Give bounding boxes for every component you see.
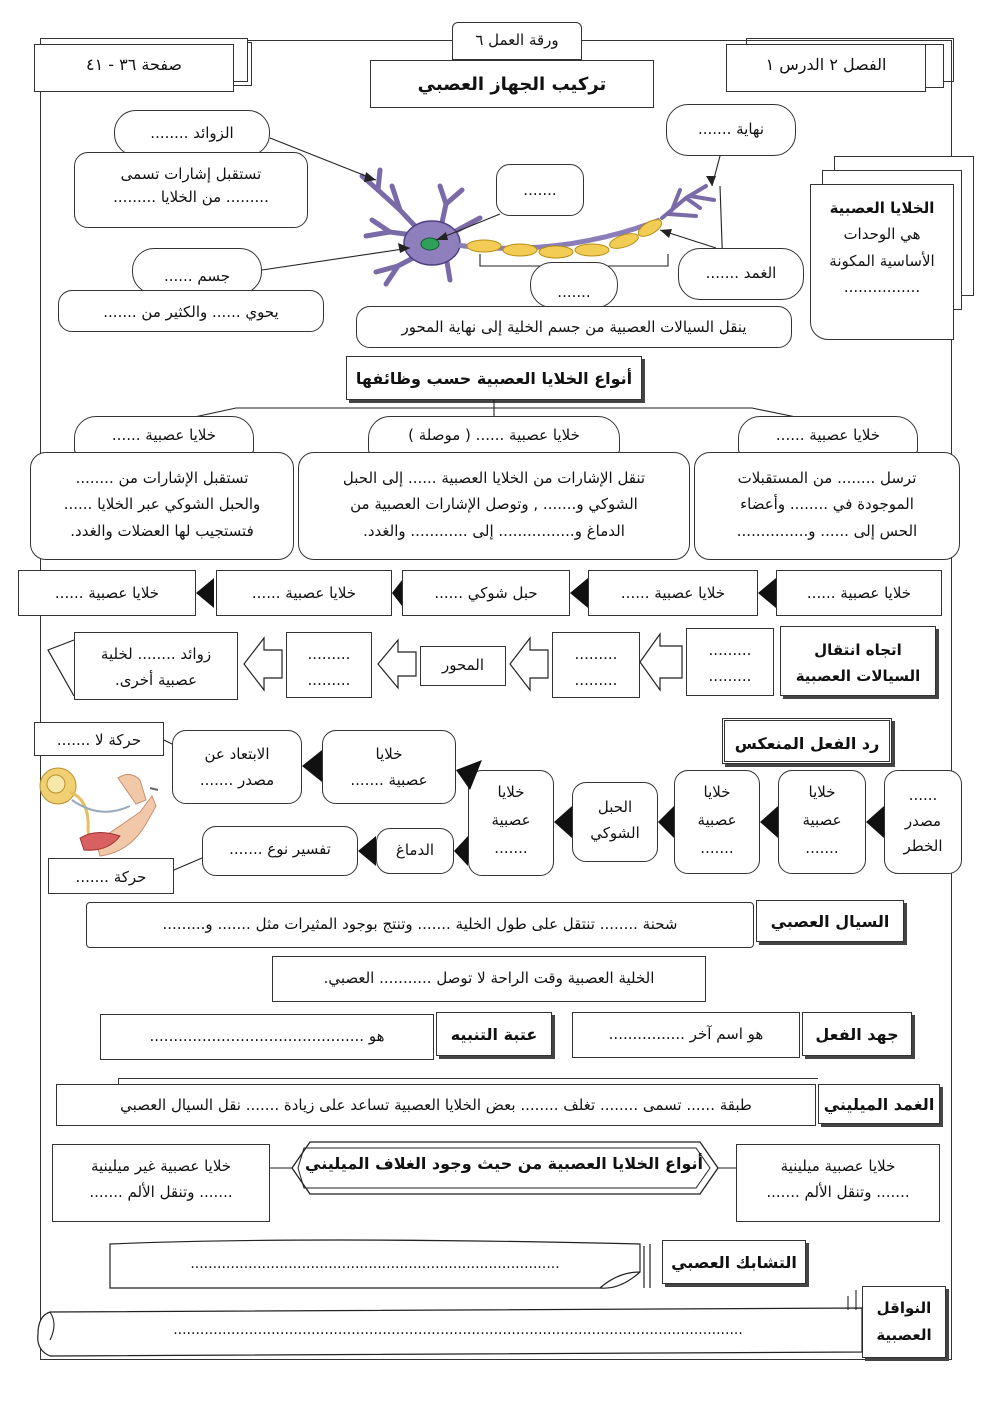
inter-desc-line1: تنقل الإشارات من الخلايا العصبية ...... إلى الحبل bbox=[342, 469, 646, 487]
neuron-definition-title: الخلايا العصبية bbox=[829, 199, 935, 217]
reflex-cell1-line2: عصبية bbox=[802, 810, 842, 829]
reflex-top-cell-line1: خلايا bbox=[375, 745, 403, 763]
threshold-title-text: عتبة التنبيه bbox=[450, 1025, 538, 1044]
dendrites-desc-line1: تستقبل إشارات تسمى bbox=[120, 165, 262, 183]
reflex-source-line2: مصدر bbox=[904, 811, 942, 830]
axon-desc-text: ينقل السيالات العصبية من جسم الخلية إلى نهاية المحور bbox=[401, 318, 747, 336]
types-function-title-text: أنواع الخلايا العصبية حسب وظائفها bbox=[355, 369, 633, 388]
impulse-rest-text: الخلية العصبية وقت الراحة لا توصل ........... العصبي. bbox=[323, 969, 655, 987]
unmyelinated-line2: ....... وتنقل الألم ....... bbox=[89, 1183, 233, 1202]
dendrites-desc-line2: ......... من الخلايا ......... bbox=[113, 188, 269, 207]
pages-text: صفحة ٣٦ - ٤١ bbox=[86, 55, 182, 74]
myelin-desc-text: طبقة ...... تسمى ........ تغلف ........ بعض الخلايا العصبية تساعد على زيادة ....... نقل السيال العصبي bbox=[120, 1096, 752, 1114]
sensory-desc-line2: الموجودة في ........ وأعضاء bbox=[740, 495, 914, 514]
neuron-definition-line3: ................ bbox=[843, 277, 921, 296]
motor-desc-line3: فتستجيب لها العضلات والغدد. bbox=[70, 521, 254, 540]
reflex-withdraw-line2: مصدر ....... bbox=[199, 771, 275, 790]
nucleus-blank-text: ....... bbox=[523, 181, 557, 199]
reflex-cell2-line3: ....... bbox=[700, 838, 734, 857]
action-potential-desc-text: هو اسم آخر ................ bbox=[608, 1025, 764, 1043]
direction-end-line2: عصبية أخرى. bbox=[114, 671, 198, 690]
transmitters-title-line1: النواقل bbox=[876, 1299, 932, 1317]
reflex-cell2-line2: عصبية bbox=[697, 810, 737, 829]
chapter-text: الفصل ٢ الدرس ١ bbox=[765, 55, 887, 74]
direction-step2-line1: ......... bbox=[574, 645, 618, 663]
axon-end-text: نهاية ....... bbox=[697, 120, 765, 138]
motor-neuron-label-text: خلايا عصبية ...... bbox=[111, 426, 217, 444]
impulse-desc-text: شحنة ........ تنتقل على طول الخلية ....... وتنتج بوجود المثيرات مثل ....... و......... bbox=[162, 915, 678, 933]
reflex-cell3-line2: عصبية bbox=[491, 810, 531, 829]
unmyelinated-line1: خلايا عصبية غير ميلينية bbox=[90, 1157, 232, 1175]
reflex-title-text: رد الفعل المنعكس bbox=[734, 734, 880, 753]
chain-item-5-text: خلايا عصبية ...... bbox=[54, 584, 160, 602]
motor-desc-line2: والحبل الشوكي عبر الخلايا ...... bbox=[63, 495, 261, 514]
direction-step2-line2: ......... bbox=[574, 671, 618, 690]
cell-body-desc-text: يحوي ...... والكثير من ....... bbox=[103, 303, 279, 321]
interneuron-label-text: خلايا عصبية ...... ( موصلة ) bbox=[408, 426, 580, 444]
direction-step1-line2: ......... bbox=[708, 667, 752, 686]
motor-desc-line1: تستقبل الإشارات من ........ bbox=[75, 469, 249, 487]
chain-item-3-text: حبل شوكي ...... bbox=[434, 584, 538, 602]
worksheet-text: ورقة العمل ٦ bbox=[475, 31, 559, 49]
threshold-desc-text: هو ............................................. bbox=[149, 1027, 385, 1045]
myelin-types-title-text: أنواع الخلايا العصبية من حيث وجود الغلاف الميليني bbox=[305, 1154, 703, 1173]
neuron-definition-line1: هي الوحدات bbox=[843, 225, 921, 244]
synapse-desc-text: ................................................................................... bbox=[190, 1256, 560, 1272]
synapse-title-text: التشابك العصبي bbox=[671, 1253, 797, 1272]
reflex-interpret-text: تفسير نوع ....... bbox=[229, 840, 331, 858]
myelinated-line2: ....... وتنقل الألم ....... bbox=[766, 1183, 910, 1202]
direction-end-line1: زوائد ........ لخلية bbox=[100, 645, 212, 663]
reflex-involuntary-text: حركة لا ....... bbox=[56, 731, 142, 749]
impulse-title-text: السيال العصبي bbox=[770, 912, 890, 931]
myelinated-line1: خلايا عصبية ميلينية bbox=[780, 1157, 896, 1175]
chain-item-1-text: خلايا عصبية ...... bbox=[806, 584, 912, 602]
inter-desc-line2: الشوكي و....... , وتوصل الإشارات العصبية من bbox=[350, 495, 638, 514]
reflex-cell1-line1: خلايا bbox=[808, 783, 836, 801]
reflex-source-line3: الخطر bbox=[903, 837, 943, 855]
cell-body-label-text: جسم ...... bbox=[163, 267, 230, 285]
reflex-cell2-line1: خلايا bbox=[703, 783, 731, 801]
reflex-brain-text: الدماغ bbox=[395, 841, 435, 859]
dendrites-label-text: الزوائد ........ bbox=[150, 124, 234, 142]
page-title-text: تركيب الجهاز العصبي bbox=[417, 74, 607, 95]
sensory-neuron-label-text: خلايا عصبية ...... bbox=[775, 426, 881, 444]
transmitters-desc-text: ................................................................................................................................ bbox=[173, 1322, 743, 1338]
direction-title-line1: اتجاه انتقال bbox=[814, 641, 902, 659]
direction-step1-line1: ......... bbox=[708, 641, 752, 659]
chain-item-2-text: خلايا عصبية ...... bbox=[620, 584, 726, 602]
reflex-spinal-line1: الحبل bbox=[597, 798, 633, 816]
sensory-desc-line1: ترسل ........ من المستقبلات bbox=[737, 469, 917, 487]
myelin-sheath-text: الغمد ....... bbox=[705, 264, 777, 282]
chain-item-4-text: خلايا عصبية ...... bbox=[251, 584, 357, 602]
action-potential-title-text: جهد الفعل bbox=[815, 1025, 899, 1044]
reflex-cell3-line1: خلايا bbox=[497, 783, 525, 801]
reflex-cell1-line3: ....... bbox=[805, 838, 839, 857]
reflex-cell3-line3: ....... bbox=[494, 838, 528, 857]
direction-step4-line2: ......... bbox=[307, 671, 351, 690]
inter-desc-line3: الدماغ و................ إلى ............ والغدد. bbox=[363, 521, 625, 540]
direction-step4-line1: ......... bbox=[307, 645, 351, 663]
myelin-title-text: الغمد الميليني bbox=[823, 1095, 935, 1114]
neuron-definition-line2: الأساسية المكونة bbox=[829, 251, 935, 270]
reflex-spinal-line2: الشوكي bbox=[590, 823, 640, 842]
axon-blank-text: ....... bbox=[557, 283, 591, 301]
reflex-top-cell-line2: عصبية ....... bbox=[350, 771, 428, 790]
transmitters-title-line2: العصبية bbox=[876, 1326, 932, 1344]
transmitters-description bbox=[60, 1322, 856, 1346]
reflex-withdraw-line1: الابتعاد عن bbox=[204, 745, 270, 763]
reflex-source-line1: ...... bbox=[908, 786, 938, 804]
direction-title-line2: السيالات العصبية bbox=[795, 667, 921, 686]
reflex-movement-text: حركة ....... bbox=[75, 868, 147, 886]
direction-axon-text: المحور bbox=[441, 656, 485, 674]
sensory-desc-line3: الحس إلى ...... و............... bbox=[736, 521, 918, 540]
